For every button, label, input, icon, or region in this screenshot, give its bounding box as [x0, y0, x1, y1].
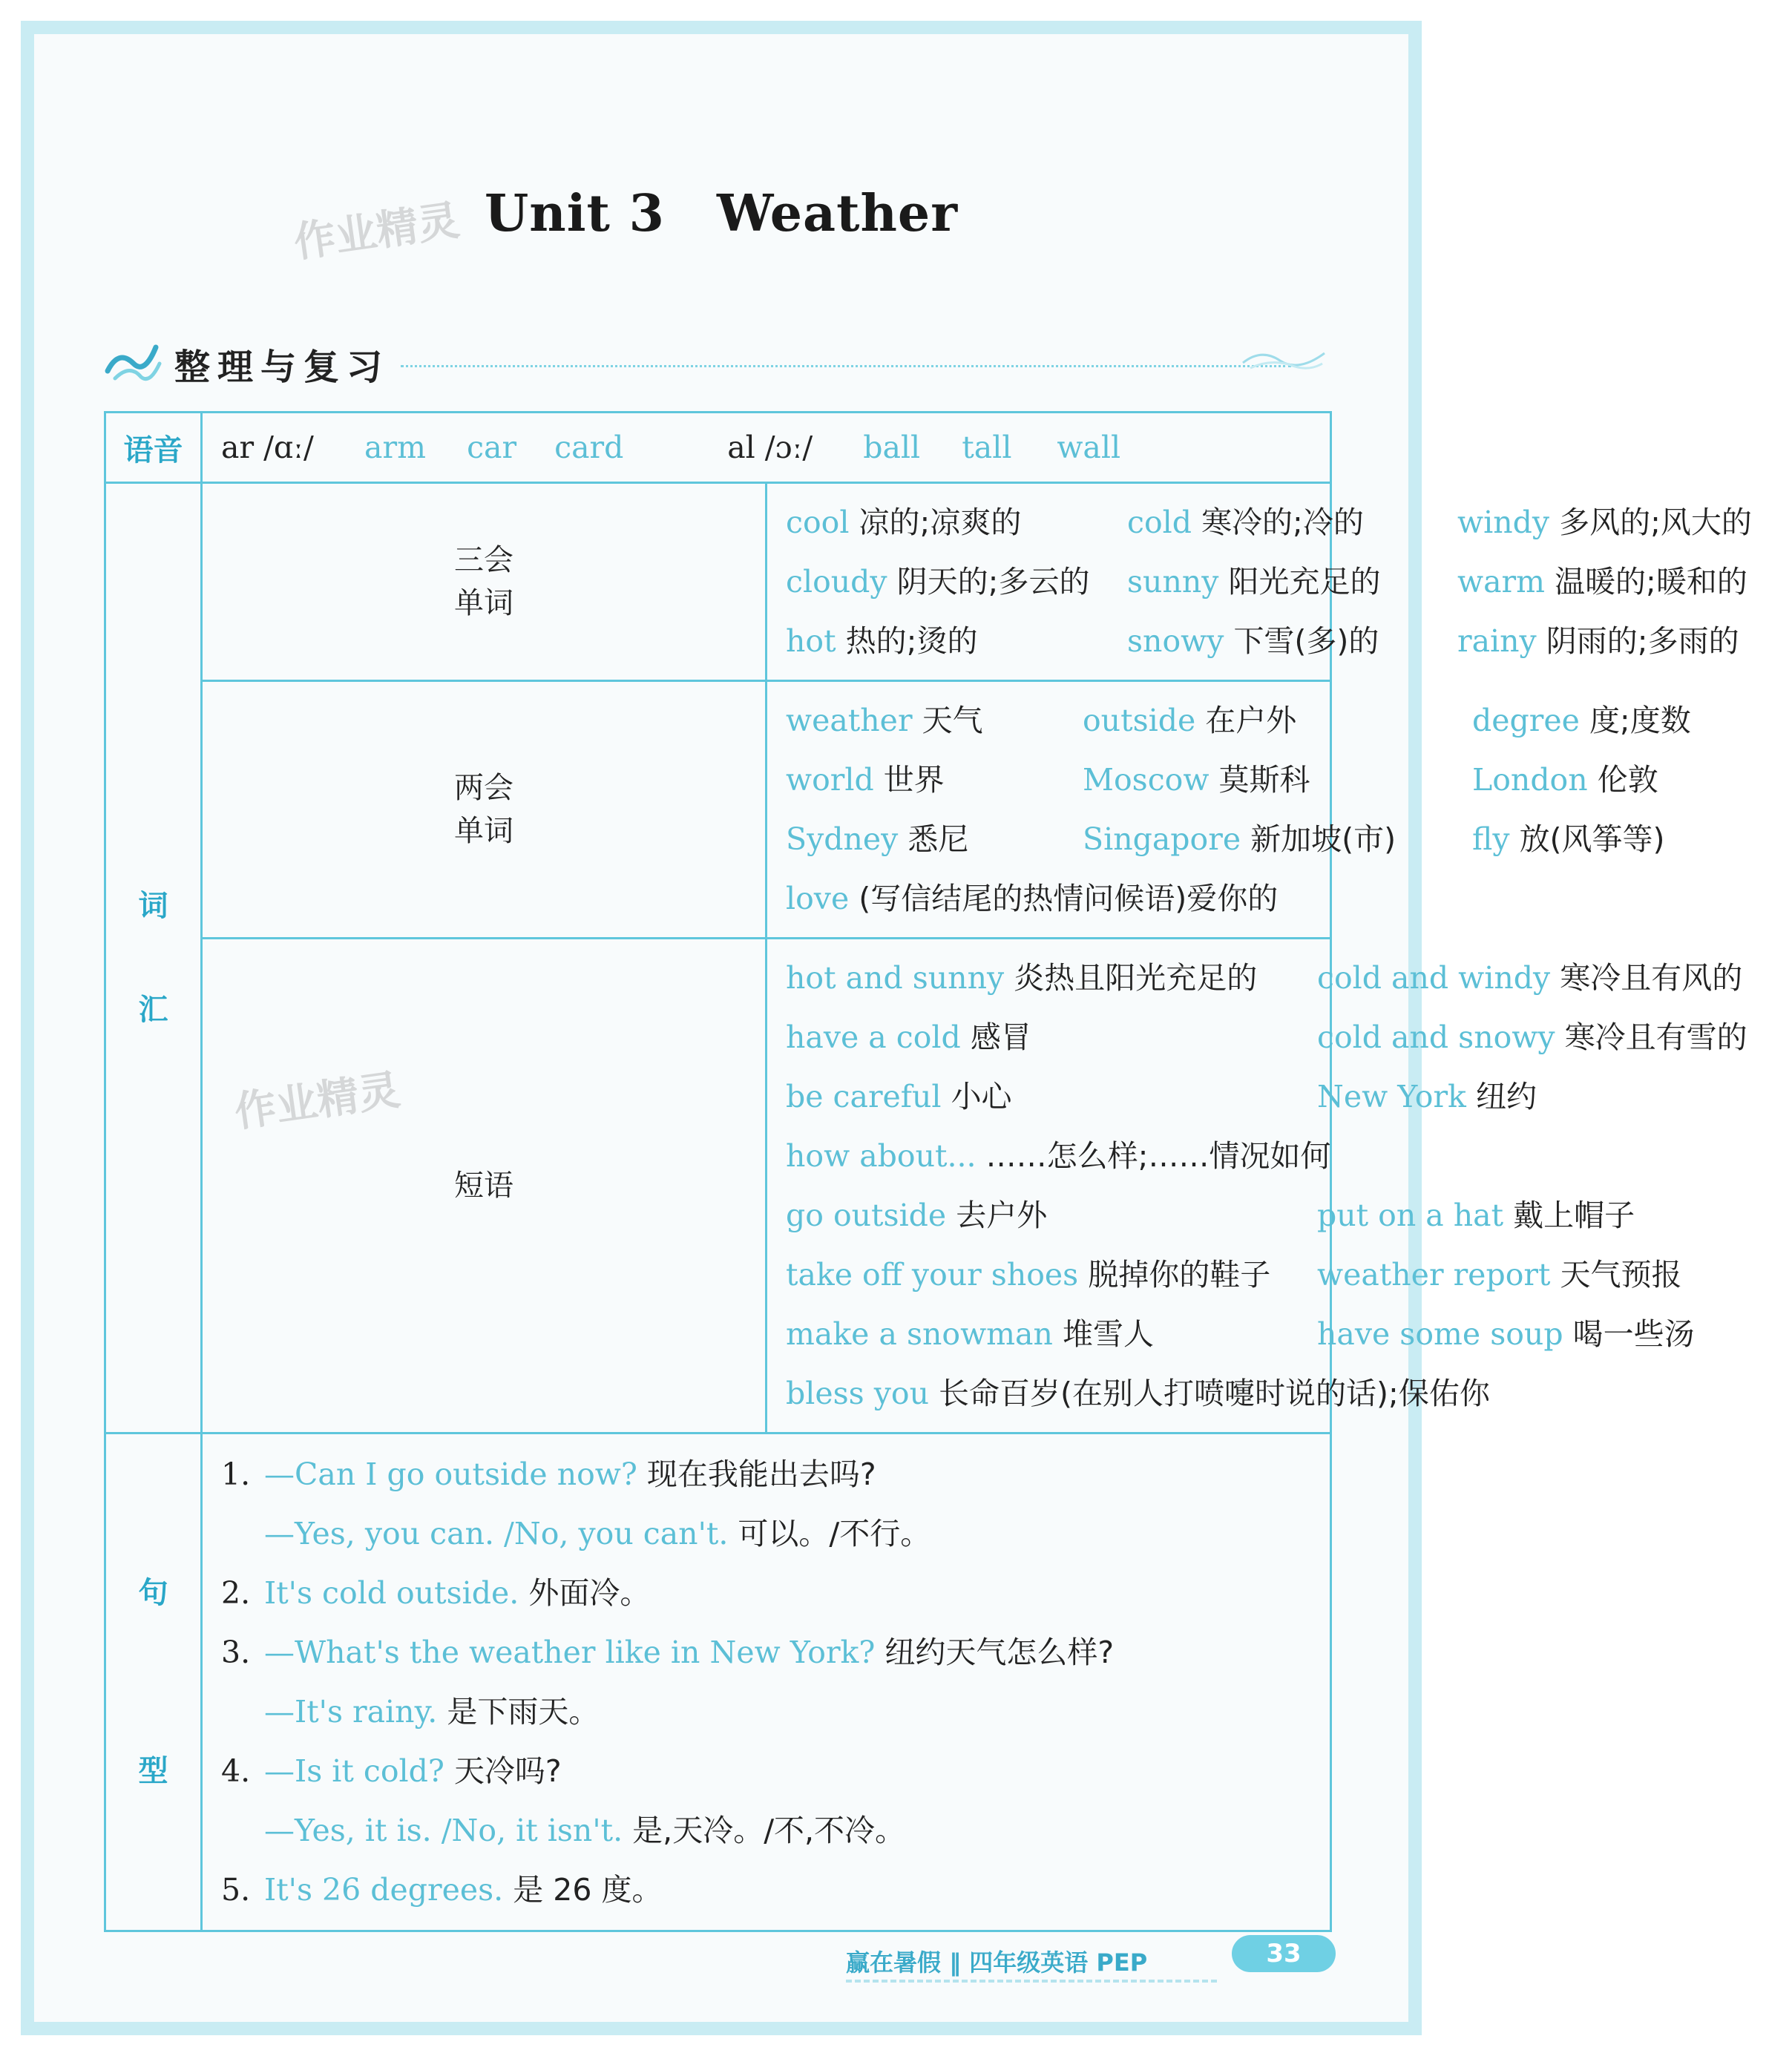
wave-icon [1239, 344, 1328, 374]
chinese-meaning: 天气预报 [1560, 1257, 1682, 1293]
chinese-meaning: 阴雨的;多雨的 [1546, 623, 1739, 659]
subcategory-line: 单词 [454, 814, 513, 848]
chinese-meaning: 纽约 [1475, 1079, 1537, 1114]
chinese-meaning: 温暖的;暖和的 [1555, 564, 1747, 600]
chinese-meaning: 热的;烫的 [845, 623, 978, 659]
phonics-word: arm [364, 430, 426, 465]
three-skill-row [105, 483, 1331, 681]
vocab-entry [1317, 948, 1792, 1008]
vocab-entry [1083, 809, 1472, 869]
vocab-entry [1317, 1067, 1792, 1126]
vocab-entry [786, 493, 1127, 552]
vocab-entry [1457, 552, 1791, 611]
english-term: warm [1457, 564, 1546, 600]
english-term: go outside [786, 1198, 947, 1233]
phonics-row [105, 413, 1331, 483]
chinese-meaning: 长命百岁(在别人打喷嚏时说的话);保佑你 [939, 1376, 1490, 1411]
vocab-entry [1472, 750, 1791, 809]
phonics-word: ball [863, 430, 921, 465]
english-term: degree [1472, 703, 1580, 738]
two-skill-row [105, 681, 1331, 939]
chinese-meaning: 度;度数 [1589, 703, 1691, 738]
vocab-entry [1127, 552, 1457, 611]
chinese-meaning: 世界 [883, 762, 945, 798]
chinese-translation: 纽约天气怎么样? [884, 1635, 1115, 1670]
chinese-meaning: 喝一些汤 [1572, 1316, 1695, 1352]
chinese-meaning: 伦敦 [1597, 762, 1658, 798]
vocab-entry [786, 611, 1127, 671]
phonics-word: wall [1057, 430, 1121, 465]
english-term: outside [1083, 703, 1196, 738]
chinese-meaning: 寒冷且有风的 [1560, 960, 1743, 996]
english-term: love [786, 881, 850, 916]
chinese-meaning: 多风的;风大的 [1559, 505, 1752, 540]
chinese-meaning: 戴上帽子 [1513, 1198, 1635, 1233]
chinese-translation: 天冷吗? [453, 1753, 562, 1789]
vocab-entry [1317, 1008, 1792, 1067]
review-table [104, 411, 1752, 1932]
vocab-entry [786, 1245, 1317, 1304]
category-sentence-char: 型 [138, 1754, 168, 1788]
vocab-entry [786, 869, 1791, 928]
chinese-meaning: 阴天的;多云的 [896, 564, 1090, 600]
english-sentence: —Is it cold? [264, 1753, 444, 1789]
subcategory-two-skill [202, 681, 767, 939]
three-skill-words [767, 483, 1752, 681]
sentence-line [221, 1623, 1330, 1682]
category-vocabulary [105, 483, 202, 1433]
chinese-translation: 是 26 度。 [513, 1872, 663, 1908]
vocab-entry [786, 1364, 1792, 1423]
phonics-word: car [467, 430, 517, 465]
vocab-entry [786, 948, 1317, 1008]
vocab-entry [1317, 1245, 1792, 1304]
english-sentence: —It's rainy. [264, 1694, 438, 1730]
english-sentence: It's 26 degrees. [264, 1872, 504, 1908]
vocab-entry [786, 1126, 1792, 1186]
category-vocab-char: 词 [138, 889, 168, 923]
vocab-entry [1317, 1304, 1792, 1364]
chinese-meaning: 在户外 [1205, 703, 1297, 738]
english-term: snowy [1127, 623, 1224, 659]
chinese-translation: 是下雨天。 [447, 1694, 600, 1730]
subcategory-three-skill [202, 483, 767, 681]
section-divider [401, 365, 1291, 367]
two-skill-words [767, 681, 1691, 939]
vocab-entry [1127, 493, 1457, 552]
vocab-entry [786, 1304, 1317, 1364]
chinese-meaning: 新加坡(市) [1250, 821, 1396, 857]
english-term: hot and sunny [786, 960, 1005, 996]
subcategory-line: 单词 [454, 586, 513, 620]
english-term: have a cold [786, 1019, 961, 1055]
unit-number: Unit 3 [484, 184, 665, 243]
phrases-row [105, 939, 1331, 1433]
sentence-line [221, 1445, 1330, 1504]
chinese-translation: 是,天冷。/不,不冷。 [632, 1813, 906, 1848]
chinese-meaning: ……怎么样;……情况如何 [985, 1138, 1331, 1174]
vocab-entry [1457, 493, 1791, 552]
english-term: Singapore [1083, 821, 1241, 857]
english-term: be careful [786, 1079, 942, 1114]
english-term: have some soup [1317, 1316, 1563, 1352]
english-sentence: —What's the weather like in New York? [264, 1635, 876, 1670]
english-term: rainy [1457, 623, 1537, 659]
chinese-meaning: 放(风筝等) [1519, 821, 1665, 857]
english-sentence: It's cold outside. [264, 1575, 519, 1611]
sentence-number: 2. [221, 1575, 251, 1611]
chinese-meaning: 莫斯科 [1218, 762, 1310, 798]
english-term: hot [786, 623, 836, 659]
page-number: 33 [1232, 1935, 1336, 1972]
category-sentence-char: 句 [138, 1576, 168, 1610]
english-term: world [786, 762, 874, 798]
english-term: London [1472, 762, 1588, 798]
vocab-entry [786, 1067, 1317, 1126]
chinese-meaning: 堆雪人 [1062, 1316, 1154, 1352]
vocab-entry [1457, 611, 1791, 671]
english-term: cloudy [786, 564, 887, 600]
vocab-entry [1472, 691, 1791, 750]
english-term: cold and snowy [1317, 1019, 1555, 1055]
chinese-meaning: 小心 [951, 1079, 1012, 1114]
watermark: 作业精灵 [291, 196, 463, 268]
subcategory-line: 两会 [454, 771, 513, 805]
chinese-translation: 外面冷。 [528, 1575, 651, 1611]
sentence-line [221, 1860, 1330, 1919]
swoosh-icon [104, 341, 163, 386]
vocab-entry [1317, 1186, 1792, 1245]
phonics-word: card [554, 430, 624, 465]
english-sentence: —Yes, you can. /No, you can't. [264, 1516, 729, 1551]
unit-name: Weather [716, 184, 959, 243]
english-term: cold and windy [1317, 960, 1551, 996]
english-term: cold [1127, 505, 1192, 540]
english-term: fly [1472, 821, 1510, 857]
english-term: sunny [1127, 564, 1219, 600]
subcategory-line: 三会 [454, 543, 513, 577]
category-vocab-char: 汇 [138, 993, 168, 1027]
sentence-number: 1. [221, 1456, 251, 1492]
english-term: put on a hat [1317, 1198, 1504, 1233]
category-phonics: 语音 [105, 413, 202, 483]
chinese-meaning: 凉的;凉爽的 [859, 505, 1022, 540]
phonics-word: tall [962, 430, 1012, 465]
english-term: Sydney [786, 821, 899, 857]
english-term: Moscow [1083, 762, 1210, 798]
sentence-line [221, 1801, 1330, 1860]
sentence-number: 5. [221, 1872, 251, 1908]
page-title [0, 184, 1443, 243]
vocab-entry [1472, 809, 1791, 869]
chinese-translation: 现在我能出去吗? [646, 1456, 876, 1492]
vocab-entry [1127, 611, 1457, 671]
chinese-translation: 可以。/不行。 [738, 1516, 931, 1551]
phonics-rule: al /ɔː/ [727, 430, 813, 465]
chinese-meaning: 下雪(多)的 [1233, 623, 1379, 659]
chinese-meaning: 脱掉你的鞋子 [1088, 1257, 1271, 1293]
vocab-entry [1083, 750, 1472, 809]
sentences-cell [202, 1433, 1331, 1931]
watermark: 作业精灵 [232, 1065, 404, 1137]
english-sentence: —Yes, it is. /No, it isn't. [264, 1813, 623, 1848]
phrases-cell [767, 939, 1747, 1433]
english-term: cool [786, 505, 850, 540]
chinese-meaning: (写信结尾的热情问候语)爱你的 [859, 881, 1279, 916]
vocab-entry [786, 809, 1083, 869]
english-term: New York [1317, 1079, 1466, 1114]
chinese-meaning: 天气 [922, 703, 983, 738]
chinese-meaning: 寒冷且有雪的 [1564, 1019, 1747, 1055]
english-term: how about... [786, 1138, 977, 1174]
chinese-meaning: 阳光充足的 [1228, 564, 1381, 600]
sentence-line [221, 1741, 1330, 1801]
chinese-meaning: 悉尼 [908, 821, 969, 857]
vocab-entry [786, 691, 1083, 750]
vocab-entry [786, 552, 1127, 611]
english-term: weather report [1317, 1257, 1551, 1293]
sentence-number: 3. [221, 1635, 251, 1670]
sentences-row [105, 1433, 1331, 1931]
section-title: 整理与复习 [174, 347, 390, 388]
chinese-meaning: 寒冷的;冷的 [1201, 505, 1364, 540]
subcategory-phrases: 短语 [202, 939, 767, 1433]
sentence-number: 4. [221, 1753, 251, 1789]
english-term: windy [1457, 505, 1550, 540]
chinese-meaning: 炎热且阳光充足的 [1014, 960, 1258, 996]
footer-divider [846, 1980, 1217, 1983]
english-term: bless you [786, 1376, 929, 1411]
vocab-entry [786, 1186, 1317, 1245]
sentence-line [221, 1682, 1330, 1741]
sentence-line [221, 1504, 1330, 1563]
english-term: take off your shoes [786, 1257, 1079, 1293]
english-term: make a snowman [786, 1316, 1053, 1352]
chinese-meaning: 去户外 [956, 1198, 1048, 1233]
page-footer [846, 1935, 1336, 1980]
vocab-entry [786, 750, 1083, 809]
footer-text: 赢在暑假 ‖ 四年级英语 PEP [846, 1948, 1148, 1977]
vocab-entry [1083, 691, 1472, 750]
vocab-entry [786, 1008, 1317, 1067]
section-header [104, 334, 1328, 393]
phonics-rule: ar /ɑː/ [221, 430, 314, 465]
chinese-meaning: 感冒 [970, 1019, 1031, 1055]
category-sentences [105, 1433, 202, 1931]
english-term: weather [786, 703, 913, 738]
english-sentence: —Can I go outside now? [264, 1456, 637, 1492]
sentence-line [221, 1563, 1330, 1623]
phonics-cell [202, 413, 1331, 483]
